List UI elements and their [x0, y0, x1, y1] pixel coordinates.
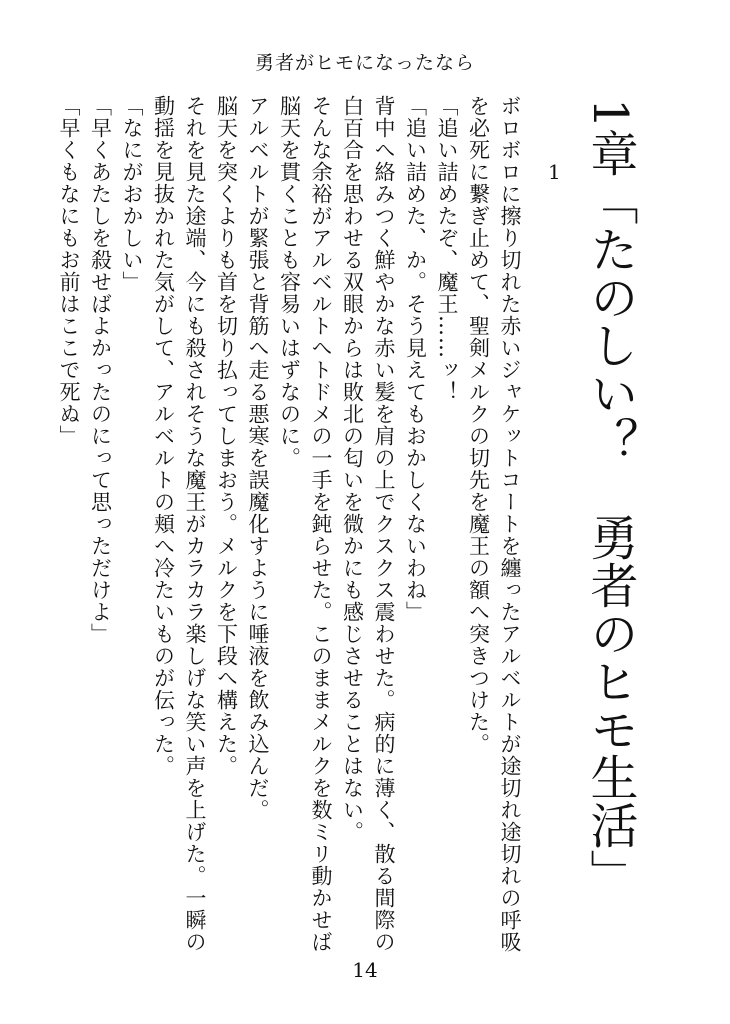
body-text [53, 95, 526, 955]
text-line: それを見た途端、今にも殺されそうな魔王がカラカラ楽しげな笑い声を上げた。一瞬の [183, 95, 207, 953]
section-number: 1 [548, 160, 561, 184]
text-line: 背中へ絡みつく鮮やかな赤い髪を肩の上でクスクス震わせた。病的に薄く、散る間際の [372, 95, 396, 953]
text-line: 動揺を見抜かれた気がして、アルベルトの頬へ冷たいものが伝った。 [151, 95, 176, 777]
running-header: 勇者がヒモになったなら [254, 52, 475, 74]
text-line: 「なにがおかしい」 [120, 95, 144, 293]
text-line: 脳天を貫くことも容易いはずなのに。 [277, 95, 302, 469]
text-line: 「早くあたしを殺せばよかったのにって思っただけよ」 [88, 95, 113, 645]
text-line: ボロボロに擦り切れた赤いジャケットコートを纏ったアルベルトが途切れ途切れの呼吸 [498, 95, 522, 953]
text-line: 「早くもなにもお前はここで死ぬ」 [57, 95, 81, 447]
text-line: を必死に繋ぎ止めて、聖剣メルクの切先を魔王の額へ突きつけた。 [466, 95, 491, 755]
text-line: 「追い詰めた、か。そう見えてもおかしくないわね」 [403, 95, 428, 623]
text-line: アルベルトが緊張と背筋へ走る悪寒を誤魔化すように唾液を飲み込んだ。 [246, 95, 270, 821]
text-line: そんな余裕がアルベルトへトドメの一手を鈍らせた。このままメルクを数ミリ動かせば [309, 95, 333, 953]
text-line: 「追い詰めたぞ、魔王……ッ！ [435, 95, 459, 403]
text-line: 白百合を思わせる双眼からは敗北の匂いを微かにも感じさせることはない。 [340, 95, 365, 843]
chapter-title: 1章「たのしい？ 勇者のヒモ生活」 [582, 98, 638, 897]
text-line: 脳天を突くよりも首を切り払ってしまおう。メルクを下段へ構えた。 [214, 95, 239, 777]
page-number: 14 [352, 958, 378, 982]
